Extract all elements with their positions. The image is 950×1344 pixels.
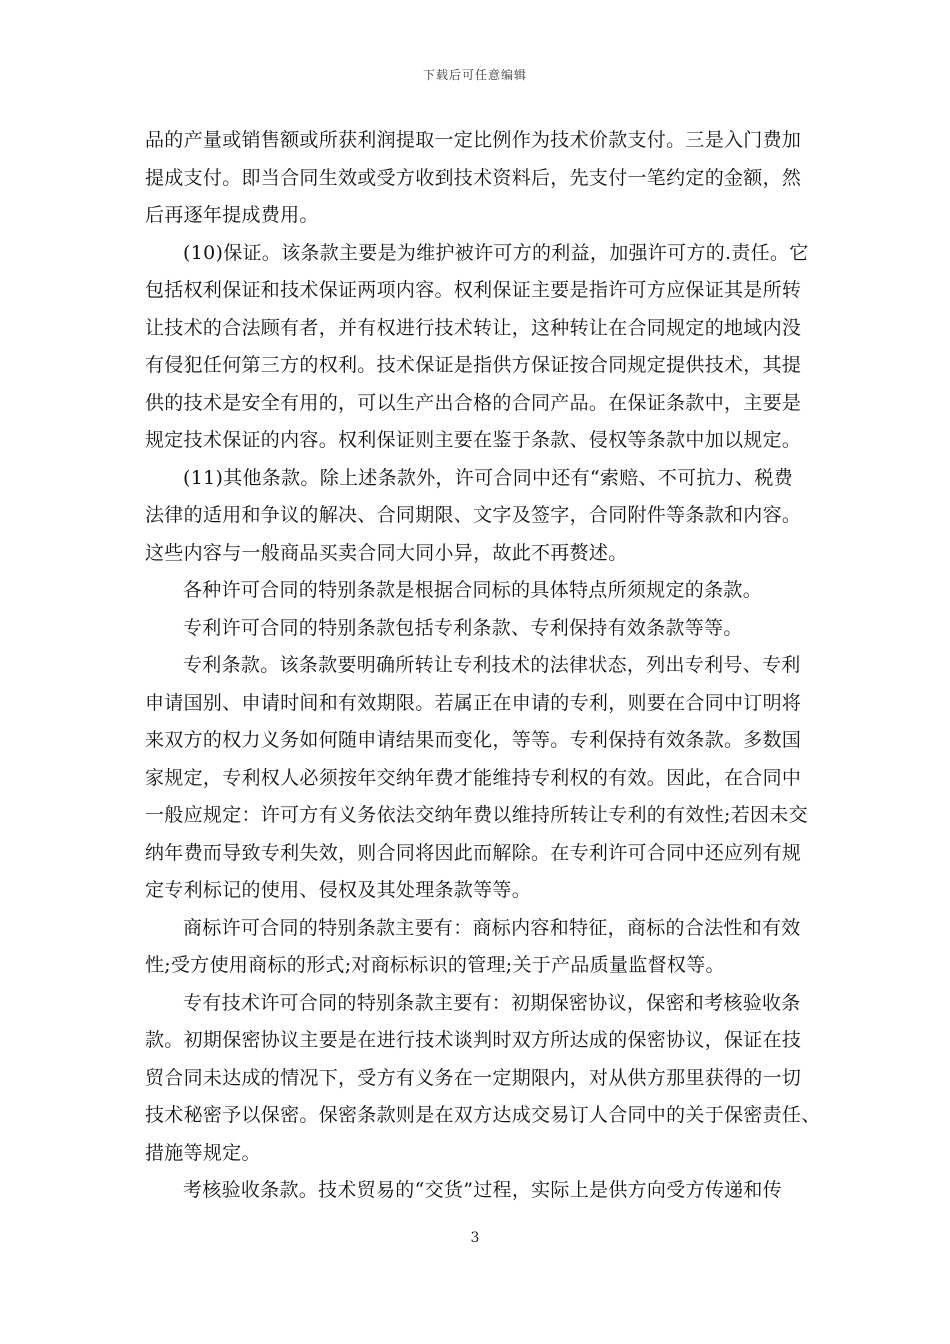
text-line: 纳年费而导致专利失效，则合同将因此而解除。在专利许可合同中还应列有规 xyxy=(145,841,802,864)
text-line: 技术秘密予以保密。保密条款则是在双方达成交易订人合同中的关于保密责任、 xyxy=(145,1104,821,1126)
paragraph-start: 专有技术许可合同的特别条款主要有：初期保密协议，保密和考核验收条 xyxy=(183,991,801,1014)
text-line: 措施等规定。 xyxy=(145,1141,261,1164)
text-line: 有侵犯任何第三方的权利。技术保证是指供方保证按合同规定提供技术，其提 xyxy=(145,354,802,376)
paragraph-start: (11)其他条款。除上述条款外，许可合同中还有“索赔、不可抗力、税费 xyxy=(183,466,793,489)
text-line: 贸合同未达成的情况下，受方有义务在一定期限内，对从供方那里获得的一切 xyxy=(145,1066,802,1089)
text-line: 规定技术保证的内容。权利保证则主要在鉴于条款、侵权等条款中加以规定。 xyxy=(145,429,802,451)
text-line: 这些内容与一般商品买卖合同大同小异，故此不再赘述。 xyxy=(145,541,628,564)
text-line: 后再逐年提成费用。 xyxy=(145,204,319,226)
text-line: 一般应规定：许可方有义务依法交纳年费以维持所转让专利的有效性;若因未交 xyxy=(145,804,808,826)
text-line: 款。初期保密协议主要是在进行技术谈判时双方所达成的保密协议，保证在技 xyxy=(145,1029,802,1051)
text-line: 供的技术是安全有用的，可以生产出合格的合同产品。在保证条款中，主要是 xyxy=(145,391,802,414)
document-body xyxy=(145,122,821,1210)
text-line: 包括权利保证和技术保证两项内容。权利保证主要是指许可方应保证其是所转 xyxy=(145,279,802,301)
paragraph-start: 商标许可合同的特别条款主要有：商标内容和特征，商标的合法性和有效 xyxy=(183,916,801,939)
paragraph-start: 考核验收条款。技术贸易的“交货”过程，实际上是供方向受方传递和传 xyxy=(183,1179,783,1201)
page-number: 3 xyxy=(470,1230,480,1246)
paragraph-start: 专利条款。该条款要明确所转让专利技术的法律状态，列出专利号、专利 xyxy=(183,654,801,676)
paragraph-start: 各种许可合同的特别条款是根据合同标的具体特点所须规定的条款。 xyxy=(183,579,763,601)
text-line: 性;受方使用商标的形式;对商标标识的管理;关于产品质量监督权等。 xyxy=(145,954,725,976)
text-line: 让技术的合法顾有者，并有权进行技术转让，这种转让在合同规定的地域内没 xyxy=(145,316,802,339)
page-header: 下载后可任意编辑 xyxy=(422,68,527,82)
paragraph-start: (10)保证。该条款主要是为维护被许可方的利益，加强许可方的.责任。它 xyxy=(183,241,809,264)
paragraph-start: 专利许可合同的特别条款包括专利条款、专利保持有效条款等等。 xyxy=(183,616,743,639)
text-line: 来双方的权力义务如何随申请结果而变化，等等。专利保持有效条款。多数国 xyxy=(145,729,802,751)
text-line: 家规定，专利权人必须按年交纳年费才能维持专利权的有效。因此，在合同中 xyxy=(145,766,802,789)
text-line: 提成支付。即当合同生效或受方收到技术资料后，先支付一笔约定的金额，然 xyxy=(145,166,802,189)
text-line: 申请国别、申请时间和有效期限。若属正在申请的专利，则要在合同中订明将 xyxy=(145,691,802,714)
text-line: 定专利标记的使用、侵权及其处理条款等等。 xyxy=(145,879,532,901)
text-line: 品的产量或销售额或所获利润提取一定比例作为技术价款支付。三是入门费加 xyxy=(145,129,802,151)
text-line: 法律的适用和争议的解决、合同期限、文字及签字，合同附件等条款和内容。 xyxy=(145,504,802,526)
